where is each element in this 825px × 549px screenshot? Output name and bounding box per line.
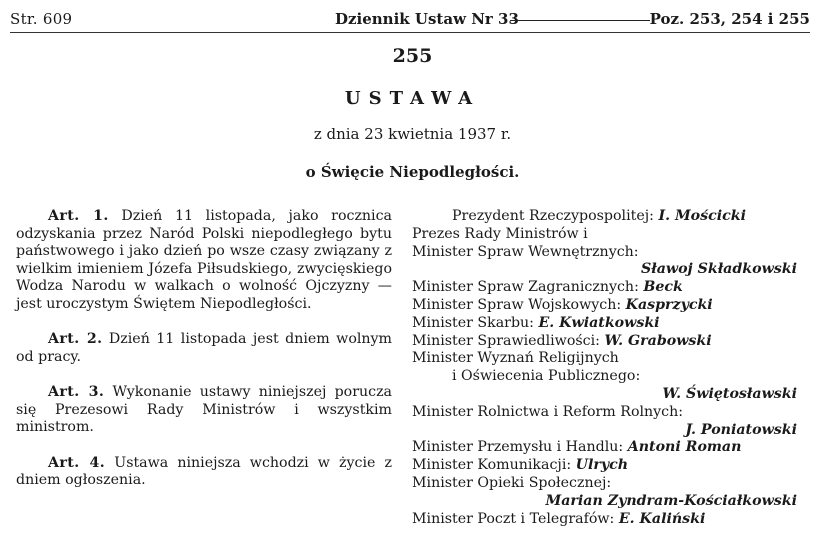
page-header [10,8,810,30]
document-type: USTAWA [344,88,481,109]
article-label: Art. 3. [48,384,105,400]
social-minister-title: Minister Opieki Społecznej: [412,474,612,491]
article-text: Ustawa niniejsza wchodzi w życie z dniem ogłoszenia. [16,454,392,488]
signatory-name: W. Grabowski [604,332,712,349]
premier-title-line-1: Prezes Rady Ministrów i [412,225,588,242]
signatory-title: Minister Komunikacji: [412,457,572,474]
signatory-name: E. Kwiatkowski [538,314,660,331]
religion-minister-title-line-2: i Oświecenia Publicznego: [452,368,641,385]
religion-minister-title-line-1: Minister Wyznań Religijnych [412,350,619,367]
signatory-name: Ulrych [575,457,629,474]
journal-title: Dziennik Ustaw Nr 33 [335,10,519,28]
signatory-title: Minister Przemysłu i Handlu: [412,439,624,456]
agriculture-minister-title: Minister Rolnictwa i Reform Rolnych: [412,403,684,420]
signatory-name: I. Mościcki [658,208,746,224]
signatory-name: Kasprzycki [625,296,713,313]
document-number: 255 [392,45,433,67]
article-3 [16,384,392,437]
signatory-title: Minister Poczt i Telegrafów: [412,510,615,527]
signatory-title: Prezydent Rzeczypospolitej: [452,208,654,224]
treasury-minister-signature [412,315,797,333]
post-minister-signature [412,511,797,529]
article-2 [16,331,392,366]
military-minister-signature [412,297,797,315]
signatory-name: E. Kaliński [618,510,706,527]
signatory-name: Beck [643,279,683,296]
industry-minister-signature [412,439,797,457]
religion-minister-name: W. Świętosławski [662,385,797,402]
president-signature [412,208,797,226]
justice-minister-signature [412,333,797,351]
signatures-column [412,208,797,528]
premier-name: Sławoj Składkowski [640,261,797,278]
article-text: Dzień 11 listopada jest dniem wolnym od pracy. [16,331,393,365]
article-text: Dzień 11 listopada, jako rocznica odzyskania przez Naród Polski niepodległego bytu państwowego i jako dzień po wsze czasy związany z wielkim imieniem Józefa Piłsudskiego, zwycięskiego Wodza Narodu w walkach o wolność Ojczyzny — jest uroczystym Świętem Niepodległości. [16,208,392,312]
signatory-title: Minister Spraw Wojskowych: [412,296,622,313]
article-text: Wykonanie ustawy niniejszej porucza się Prezesowi Rady Ministrów i wszystkim ministrom. [16,384,393,435]
social-minister-name: Marian Zyndram-Kościałkowski [545,492,797,509]
articles-column [16,208,392,508]
premier-title-line-2: Minister Spraw Wewnętrznych: [412,243,639,260]
signatory-name: Antoni Roman [627,439,742,456]
article-1 [16,208,392,313]
positions-label: Poz. 253, 254 i 255 [649,10,810,28]
foreign-minister-signature [412,279,797,297]
signatory-title: Minister Skarbu: [412,314,534,331]
article-label: Art. 4. [48,454,106,471]
header-rule [510,20,650,21]
document-date: z dnia 23 kwietnia 1937 r. [313,125,512,143]
page-number: Str. 609 [10,10,73,28]
agriculture-minister-name: J. Poniatowski [685,421,797,438]
signatory-title: Minister Spraw Zagranicznych: [412,279,639,296]
article-4 [16,455,392,490]
document-title: o Święcie Niepodległości. [305,163,520,181]
header-divider [10,32,810,33]
signatory-title: Minister Sprawiedliwości: [412,332,600,349]
article-label: Art. 2. [48,331,103,347]
communication-minister-signature [412,457,797,475]
article-label: Art. 1. [48,208,109,224]
